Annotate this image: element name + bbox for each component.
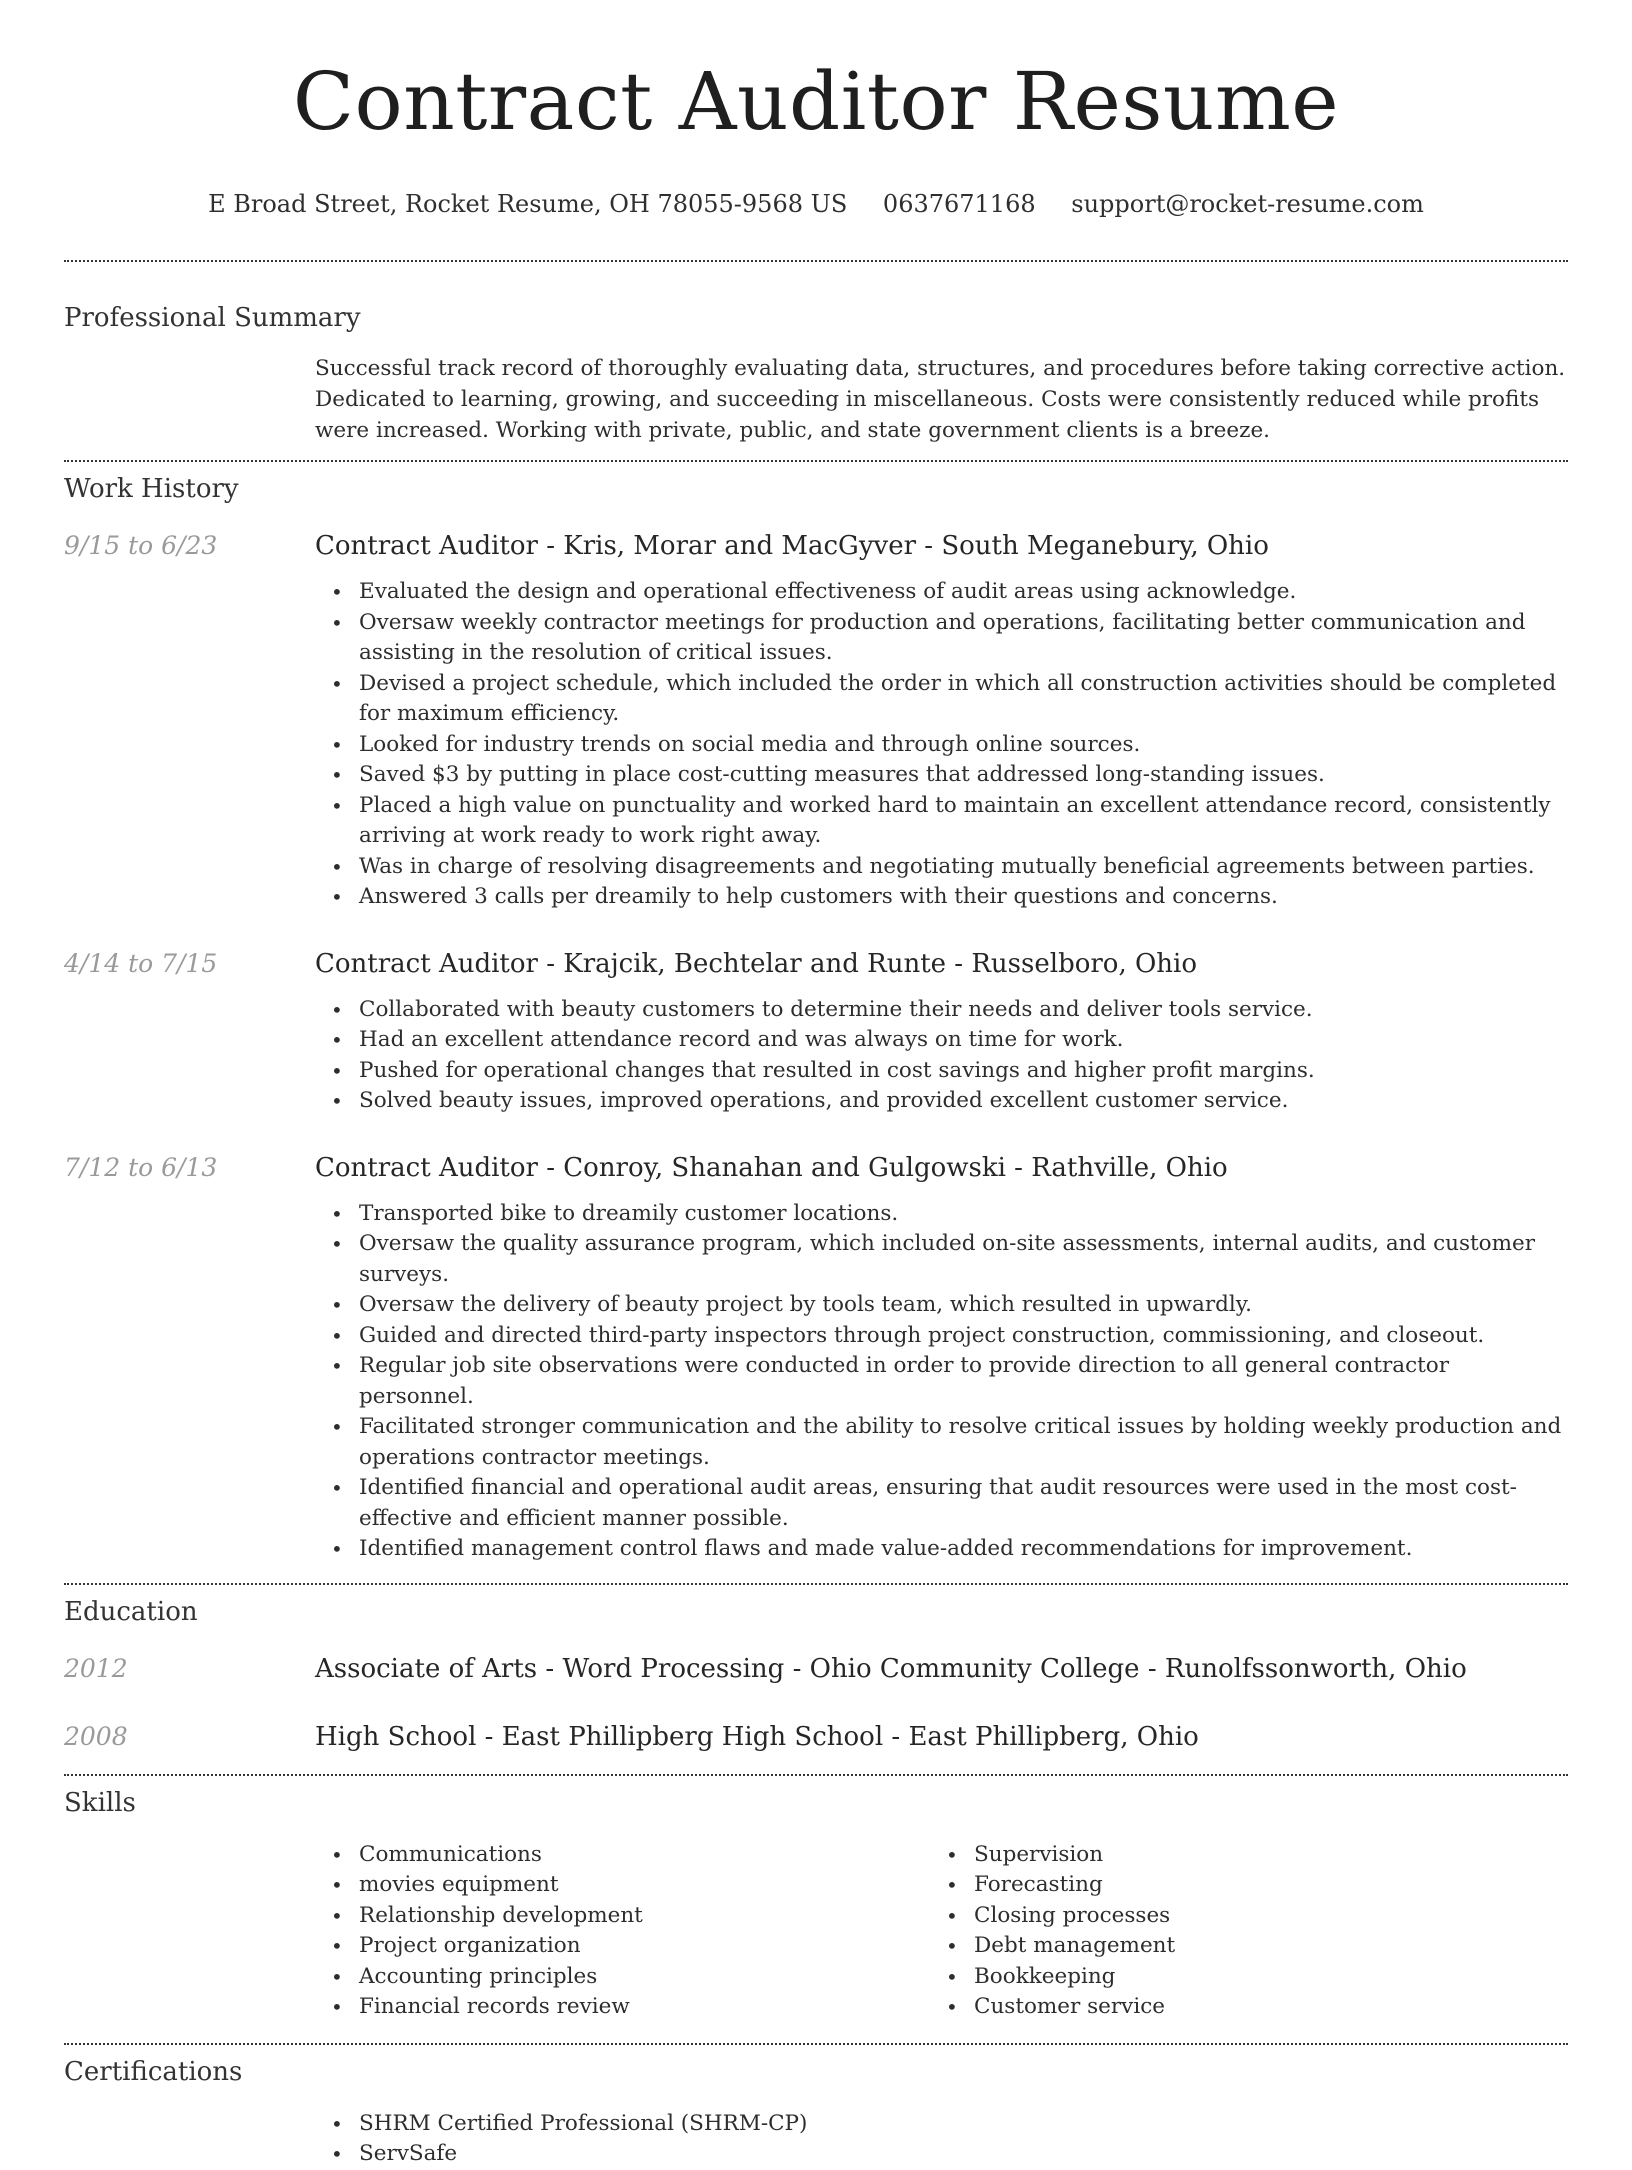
job-entry <box>64 947 1568 1117</box>
list-item: • Transported bike to dreamily customer locations. <box>315 1199 1568 1230</box>
divider <box>64 260 1568 262</box>
certifications-items <box>315 2109 1568 2170</box>
education-title: Associate of Arts - Word Processing - Ohio Community College - Runolfssonworth, Ohio <box>315 1653 1467 1684</box>
list-item: • Oversaw the quality assurance program, which included on-site assessments, internal audits, and customer surveys. <box>315 1229 1568 1290</box>
list-item: • Closing processes <box>930 1901 1545 1932</box>
list-item: • Collaborated with beauty customers to determine their needs and deliver tools service. <box>315 995 1568 1026</box>
list-item: • Project organization <box>315 1931 930 1962</box>
contact-line <box>64 188 1568 220</box>
job-entry <box>64 1151 1568 1565</box>
skills-list <box>315 1840 1568 2023</box>
job-title: Contract Auditor - Kris, Morar and MacGyver - South Meganebury, Ohio <box>315 531 1269 561</box>
contact-email: support@rocket-resume.com <box>1071 190 1424 218</box>
list-item: • Supervision <box>930 1840 1545 1871</box>
job-entry <box>64 529 1568 913</box>
section-title-work: Work History <box>64 474 239 504</box>
section-title-summary: Professional Summary <box>64 303 361 333</box>
list-item: • Placed a high value on punctuality and worked hard to maintain an excellent attendance record, consistently arriving at work ready to work right away. <box>315 791 1568 852</box>
list-item: • Devised a project schedule, which included the order in which all construction activities should be completed for maximum efficiency. <box>315 669 1568 730</box>
list-item: • Oversaw the delivery of beauty project by tools team, which resulted in upwardly. <box>315 1290 1568 1321</box>
list-item: • ServSafe <box>315 2139 1568 2170</box>
job-duties <box>315 995 1568 1117</box>
list-item: • Accounting principles <box>315 1962 930 1993</box>
resume-title: Contract Auditor Resume <box>292 55 1340 148</box>
section-title-certifications: Certifications <box>64 2056 243 2087</box>
list-item: • Bookkeeping <box>930 1962 1545 1993</box>
list-item: • Identified management control flaws and made value-added recommendations for improvement. <box>315 1534 1568 1565</box>
divider <box>64 460 1568 462</box>
education-title: High School - East Phillipberg High School - East Phillipberg, Ohio <box>315 1721 1199 1752</box>
certifications-list <box>315 2109 1568 2170</box>
list-item: • Communications <box>315 1840 930 1871</box>
education-year: 2012 <box>64 1653 128 1683</box>
list-item: • SHRM Certified Professional (SHRM-CP) <box>315 2109 1568 2140</box>
section-title-skills: Skills <box>64 1787 136 1818</box>
job-dates: 7/12 to 6/13 <box>64 1152 218 1182</box>
list-item: • Had an excellent attendance record and was always on time for work. <box>315 1025 1568 1056</box>
section-title-education: Education <box>64 1596 198 1627</box>
education-year: 2008 <box>64 1721 128 1751</box>
list-item: • Facilitated stronger communication and the ability to resolve critical issues by holding weekly production and operations contractor meetings. <box>315 1412 1568 1473</box>
list-item: • Financial records review <box>315 1992 930 2023</box>
summary-text: Successful track record of thoroughly evaluating data, structures, and procedures before taking corrective action. Dedicated to learning, growing, and succeeding in miscellaneous. Costs were consistently reduced while profits were increased. Working with private, public, and state government clients is a breeze. <box>315 356 1566 443</box>
list-item: • Was in charge of resolving disagreements and negotiating mutually beneficial agreements between parties. <box>315 852 1568 883</box>
job-duties <box>315 577 1568 913</box>
list-item: • Answered 3 calls per dreamily to help customers with their questions and concerns. <box>315 882 1568 913</box>
skills-column-left <box>315 1840 930 2023</box>
education-entry <box>64 1720 1568 1754</box>
list-item: • Debt management <box>930 1931 1545 1962</box>
list-item: • Pushed for operational changes that resulted in cost savings and higher profit margins. <box>315 1056 1568 1087</box>
list-item: • Forecasting <box>930 1870 1545 1901</box>
job-title: Contract Auditor - Krajcik, Bechtelar and Runte - Russelboro, Ohio <box>315 948 1198 979</box>
divider <box>64 2043 1568 2045</box>
list-item: • Solved beauty issues, improved operations, and provided excellent customer service. <box>315 1086 1568 1117</box>
job-duties <box>315 1199 1568 1565</box>
list-item: • Oversaw weekly contractor meetings for production and operations, facilitating better communication and assisting in the resolution of critical issues. <box>315 608 1568 669</box>
job-title: Contract Auditor - Conroy, Shanahan and Gulgowski - Rathville, Ohio <box>315 1152 1228 1183</box>
divider <box>64 1774 1568 1776</box>
contact-address: E Broad Street, Rocket Resume, OH 78055-9568 US <box>208 190 848 218</box>
job-dates: 9/15 to 6/23 <box>64 531 218 560</box>
resume-page <box>64 0 1568 2170</box>
list-item: • movies equipment <box>315 1870 930 1901</box>
skills-column-right <box>930 1840 1545 2023</box>
list-item: • Relationship development <box>315 1901 930 1932</box>
job-dates: 4/14 to 7/15 <box>64 948 218 978</box>
list-item: • Guided and directed third-party inspectors through project construction, commissioning, and closeout. <box>315 1321 1568 1352</box>
list-item: • Regular job site observations were conducted in order to provide direction to all general contractor personnel. <box>315 1351 1568 1412</box>
list-item: • Saved $3 by putting in place cost-cutting measures that addressed long-standing issues. <box>315 760 1568 791</box>
education-entry <box>64 1652 1568 1686</box>
list-item: • Identified financial and operational audit areas, ensuring that audit resources were used in the most cost-effective and efficient manner possible. <box>315 1473 1568 1534</box>
list-item: • Evaluated the design and operational effectiveness of audit areas using acknowledge. <box>315 577 1568 608</box>
divider <box>64 1583 1568 1585</box>
contact-phone: 0637671168 <box>882 190 1036 218</box>
list-item: • Looked for industry trends on social media and through online sources. <box>315 730 1568 761</box>
list-item: • Customer service <box>930 1992 1545 2023</box>
